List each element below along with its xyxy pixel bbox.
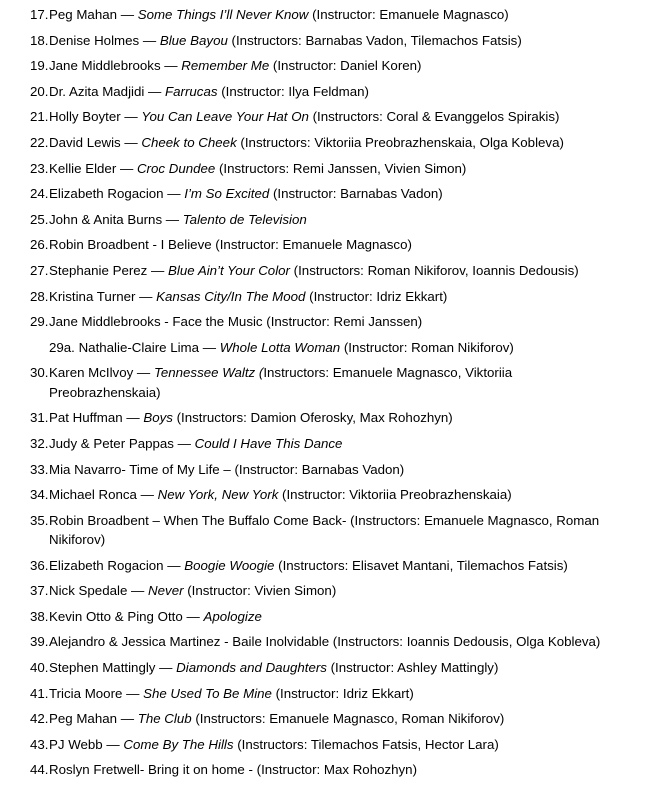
- item-number: 43.: [30, 736, 49, 752]
- song-title: Never: [148, 583, 184, 599]
- item-text-segment: Holly Boyter —: [49, 109, 142, 125]
- song-title: Blue Bayou: [159, 32, 228, 48]
- item-number: 41.: [30, 685, 49, 701]
- item-text-segment: Instructors: Emanuele Magnasco, Viktoriia: [263, 365, 513, 381]
- item-text-segment: (Instructors: Barnabas Vadon, Tilemachos Fatsis): [227, 32, 522, 48]
- item-number: 42.: [30, 711, 49, 727]
- list-item: [30, 159, 652, 178]
- item-text-segment: (Instructors: Elisavet Mantani, Tilemachos Fatsis): [274, 557, 568, 573]
- item-text-segment: (Instructor: Idriz Ekkart): [305, 288, 448, 304]
- item-number: 20.: [30, 83, 49, 99]
- item-text-segment: (Instructors: Viktoriia Preobrazhenskaia, Olga Kobleva): [236, 134, 564, 150]
- item-text: [49, 658, 652, 677]
- item-text-segment: Mia Navarro- Time of My Life – (Instructor: Barnabas Vadon): [49, 461, 405, 477]
- list-item: [30, 210, 652, 229]
- item-text: [49, 31, 652, 50]
- item-text-segment: John & Anita Burns —: [49, 211, 183, 227]
- list-item: [30, 735, 652, 754]
- list-item: [30, 485, 652, 504]
- item-number: 26.: [30, 237, 49, 253]
- item-text: [49, 107, 652, 126]
- song-title: Diamonds and Daughters: [176, 660, 327, 676]
- item-text: [49, 735, 652, 754]
- item-text: [49, 312, 652, 331]
- item-number: 19.: [30, 58, 49, 74]
- item-number: 35.: [30, 512, 49, 528]
- item-text-segment: Alejandro & Jessica Martinez - Baile Inolvidable (Instructors: Ioannis Dedousis, Olga Kobleva): [49, 634, 601, 650]
- song-title: She Used To Be Mine: [143, 685, 272, 701]
- item-text: [49, 556, 652, 575]
- item-number: 17.: [30, 7, 49, 22]
- item-text: [49, 133, 652, 152]
- item-number: 22.: [30, 134, 49, 150]
- item-text: [49, 5, 652, 24]
- song-title: New York, New York: [157, 487, 279, 503]
- item-text-segment: (Instructors: Damion Oferosky, Max Rohozhyn): [172, 410, 453, 426]
- item-number: 39.: [30, 634, 49, 650]
- item-text-segment: (Instructor: Vivien Simon): [183, 583, 337, 599]
- item-text: [49, 607, 652, 626]
- list-item: [30, 31, 652, 50]
- list-item: [30, 261, 652, 280]
- item-number: 31.: [30, 410, 49, 426]
- item-text-segment: Elizabeth Rogacion —: [49, 186, 185, 202]
- item-number: 40.: [30, 660, 49, 676]
- item-text: [49, 184, 652, 203]
- list-item: [30, 760, 652, 779]
- item-text-segment: Judy & Peter Pappas —: [49, 435, 195, 451]
- list-item: [30, 312, 652, 331]
- item-text-segment: Denise Holmes —: [49, 32, 160, 48]
- item-text-segment: (Instructors: Roman Nikiforov, Ioannis Dedousis): [289, 262, 579, 278]
- item-number: 24.: [30, 186, 49, 202]
- item-number: 30.: [30, 365, 49, 381]
- item-text-segment: (Instructor: Ilya Feldman): [217, 83, 369, 99]
- list-item: [30, 408, 652, 427]
- item-text: [49, 210, 652, 229]
- item-text: [49, 632, 652, 651]
- list-item: [30, 581, 652, 600]
- list-item: [30, 632, 652, 651]
- item-text-segment: Jane Middlebrooks - Face the Music (Instructor: Remi Janssen): [49, 314, 423, 330]
- song-title: Could I Have This Dance: [194, 435, 343, 451]
- item-text-segment: Roslyn Fretwell- Bring it on home - (Instructor: Max Rohozhyn): [49, 762, 418, 778]
- item-number: 36.: [30, 557, 49, 573]
- item-text-segment: Stephen Mattingly —: [49, 660, 177, 676]
- item-number: 44.: [30, 762, 49, 778]
- list-item: [30, 460, 652, 479]
- item-text-segment: (Instructor: Idriz Ekkart): [271, 685, 414, 701]
- item-text: [49, 709, 652, 728]
- item-text-segment: Jane Middlebrooks —: [49, 58, 182, 74]
- item-text: [49, 235, 652, 254]
- item-number: 37.: [30, 583, 49, 599]
- list-item: [30, 607, 652, 626]
- item-number: 29.: [30, 314, 49, 330]
- item-text: [49, 434, 652, 453]
- song-title: Boogie Woogie: [184, 557, 275, 573]
- item-text-segment: Robin Broadbent – When The Buffalo Come Back- (Instructors: Emanuele Magnasco, Roman: [49, 512, 600, 528]
- item-text-segment: Kevin Otto & Ping Otto —: [49, 608, 204, 624]
- item-text: [49, 338, 652, 357]
- item-text: [49, 159, 652, 178]
- list-item: [30, 56, 652, 75]
- item-text: [49, 287, 652, 306]
- item-text-segment: Michael Ronca —: [49, 487, 158, 503]
- item-text: [49, 511, 652, 550]
- item-text-segment: Kristina Turner —: [49, 288, 157, 304]
- list-item: [30, 82, 652, 101]
- item-number: 27.: [30, 262, 49, 278]
- item-text-segment: Karen McIlvoy —: [49, 365, 154, 381]
- list-item: [30, 658, 652, 677]
- item-number: 28.: [30, 288, 49, 304]
- item-text: [49, 760, 652, 779]
- item-text-segment: Nick Spedale —: [49, 583, 149, 599]
- list-item: [30, 235, 652, 254]
- song-title: Whole Lotta Woman: [219, 339, 341, 355]
- song-title: The Club: [137, 711, 192, 727]
- item-number: 23.: [30, 160, 49, 176]
- song-title: Boys: [143, 410, 173, 426]
- song-title: I’m So Excited: [184, 186, 270, 202]
- item-text-segment: (Instructor: Roman Nikiforov): [340, 339, 514, 355]
- item-text: [49, 485, 652, 504]
- item-text-segment: David Lewis —: [49, 134, 142, 150]
- list-item: [30, 107, 652, 126]
- item-text-segment: Robin Broadbent - I Believe (Instructor: Emanuele Magnasco): [49, 237, 412, 253]
- list-item: [30, 133, 652, 152]
- item-text-segment: (Instructor: Daniel Koren): [269, 58, 422, 74]
- item-text: [49, 261, 652, 280]
- song-title: Farrucas: [165, 83, 218, 99]
- item-number: 34.: [30, 487, 49, 503]
- item-text-segment: PJ Webb —: [49, 736, 124, 752]
- song-title: Talento de Television: [182, 211, 307, 227]
- item-text-segment: (Instructor: Emanuele Magnasco): [308, 7, 509, 22]
- item-text-segment: Nikiforov): [49, 532, 106, 548]
- list-item: [30, 434, 652, 453]
- list-item: [30, 5, 652, 24]
- item-number: 18.: [30, 32, 49, 48]
- item-text-segment: (Instructor: Barnabas Vadon): [269, 186, 443, 202]
- item-text-segment: Peg Mahan —: [49, 711, 138, 727]
- item-text: [49, 408, 652, 427]
- song-title: Apologize: [203, 608, 262, 624]
- song-title: Blue Ain’t Your Color: [168, 262, 290, 278]
- item-text: [49, 82, 652, 101]
- list-item: [30, 184, 652, 203]
- song-title: Kansas City/In The Mood: [156, 288, 306, 304]
- list-item: [30, 511, 652, 550]
- item-text-segment: Elizabeth Rogacion —: [49, 557, 185, 573]
- item-text: [49, 460, 652, 479]
- item-number: 33.: [30, 461, 49, 477]
- song-title: Remember Me: [181, 58, 270, 74]
- item-text-segment: (Instructors: Coral & Evanggelos Spirakis): [308, 109, 560, 125]
- item-text: [49, 363, 652, 402]
- list-item: [30, 287, 652, 306]
- item-text-segment: Kellie Elder —: [49, 160, 137, 176]
- item-text-segment: (Instructors: Remi Janssen, Vivien Simon): [215, 160, 467, 176]
- item-number: 25.: [30, 211, 49, 227]
- item-text-segment: (Instructor: Ashley Mattingly): [326, 660, 499, 676]
- list-item: [30, 684, 652, 703]
- item-text: [49, 684, 652, 703]
- item-number: 38.: [30, 608, 49, 624]
- item-text-segment: (Instructors: Emanuele Magnasco, Roman Nikiforov): [191, 711, 505, 727]
- list-item: [30, 363, 652, 402]
- song-title: Some Things I’ll Never Know: [137, 7, 309, 22]
- list-item: [30, 709, 652, 728]
- item-text-segment: 29a. Nathalie-Claire Lima —: [49, 339, 220, 355]
- song-title: Cheek to Cheek: [141, 134, 237, 150]
- item-text: [49, 56, 652, 75]
- song-title: Come By The Hills: [123, 736, 234, 752]
- song-title: You Can Leave Your Hat On: [141, 109, 309, 125]
- item-text-segment: (Instructor: Viktoriia Preobrazhenskaia): [278, 487, 512, 503]
- item-text-segment: Peg Mahan —: [49, 7, 138, 22]
- song-title: Tennessee Waltz (: [153, 365, 264, 381]
- item-number: 32.: [30, 435, 49, 451]
- list-item: [30, 338, 652, 357]
- item-text-segment: Tricia Moore —: [49, 685, 144, 701]
- item-text-segment: Pat Huffman —: [49, 410, 144, 426]
- item-text-segment: Dr. Azita Madjidi —: [49, 83, 166, 99]
- item-text-segment: (Instructors: Tilemachos Fatsis, Hector Lara): [233, 736, 499, 752]
- song-title: Croc Dundee: [136, 160, 216, 176]
- list-item: [30, 556, 652, 575]
- item-text: [49, 581, 652, 600]
- item-number: 21.: [30, 109, 49, 125]
- item-text-segment: Stephanie Perez —: [49, 262, 169, 278]
- item-text-segment: Preobrazhenskaia): [49, 384, 161, 400]
